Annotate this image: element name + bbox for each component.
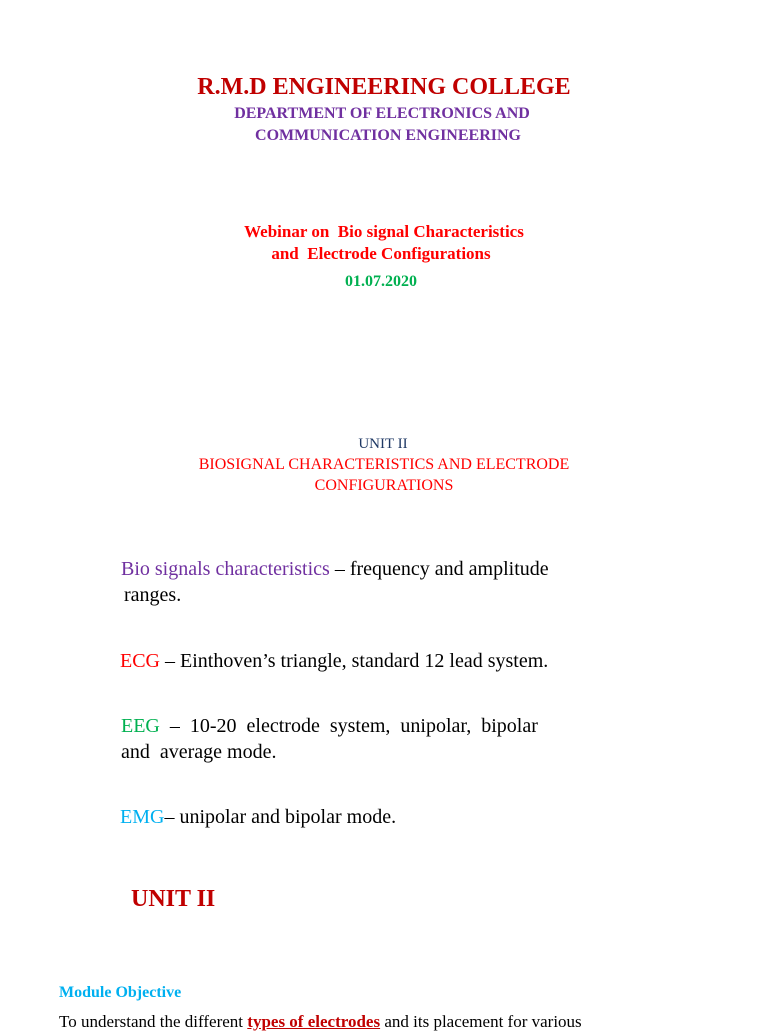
topic-emg xyxy=(120,806,396,829)
webinar-date: 01.07.2020 xyxy=(345,273,417,290)
topic-bio-continuation: ranges. xyxy=(124,584,182,606)
objective-highlight: types of electrodes xyxy=(247,1012,381,1031)
topic-eeg-term: EEG xyxy=(121,715,160,737)
objective-text-after: and its placement for various xyxy=(380,1012,582,1031)
webinar-title-line-2: and Electrode Configurations xyxy=(271,244,491,263)
objective-text-before: To understand the different xyxy=(59,1012,248,1031)
module-objective-heading: Module Objective xyxy=(59,984,182,1001)
topic-eeg-desc: – 10-20 electrode system, unipolar, bipolar xyxy=(159,715,538,737)
unit-label: UNIT II xyxy=(358,436,408,452)
topic-emg-desc: – unipolar and bipolar mode. xyxy=(164,806,397,828)
topic-bio-signals xyxy=(121,558,549,581)
topic-eeg-continuation: and average mode. xyxy=(121,741,277,763)
topic-bio-desc: – frequency and amplitude xyxy=(329,558,549,580)
department-line-1: DEPARTMENT OF ELECTRONICS AND xyxy=(234,105,530,122)
topic-bio-term: Bio signals characteristics xyxy=(121,558,330,580)
unit-title-line-1: BIOSIGNAL CHARACTERISTICS AND ELECTRODE xyxy=(198,456,570,473)
unit-heading: UNIT II xyxy=(131,886,216,912)
topic-ecg-desc: – Einthoven’s triangle, standard 12 lead system. xyxy=(160,650,549,672)
topic-eeg xyxy=(121,715,538,738)
college-name: R.M.D ENGINEERING COLLEGE xyxy=(197,74,571,100)
webinar-title-line-1: Webinar on Bio signal Characteristics xyxy=(244,222,524,241)
module-objective-text xyxy=(59,1012,582,1032)
topic-emg-term: EMG xyxy=(120,806,165,828)
unit-title-line-2: CONFIGURATIONS xyxy=(314,477,454,494)
topic-ecg-term: ECG xyxy=(120,650,160,672)
department-line-2: COMMUNICATION ENGINEERING xyxy=(255,127,521,144)
topic-ecg xyxy=(120,650,548,673)
